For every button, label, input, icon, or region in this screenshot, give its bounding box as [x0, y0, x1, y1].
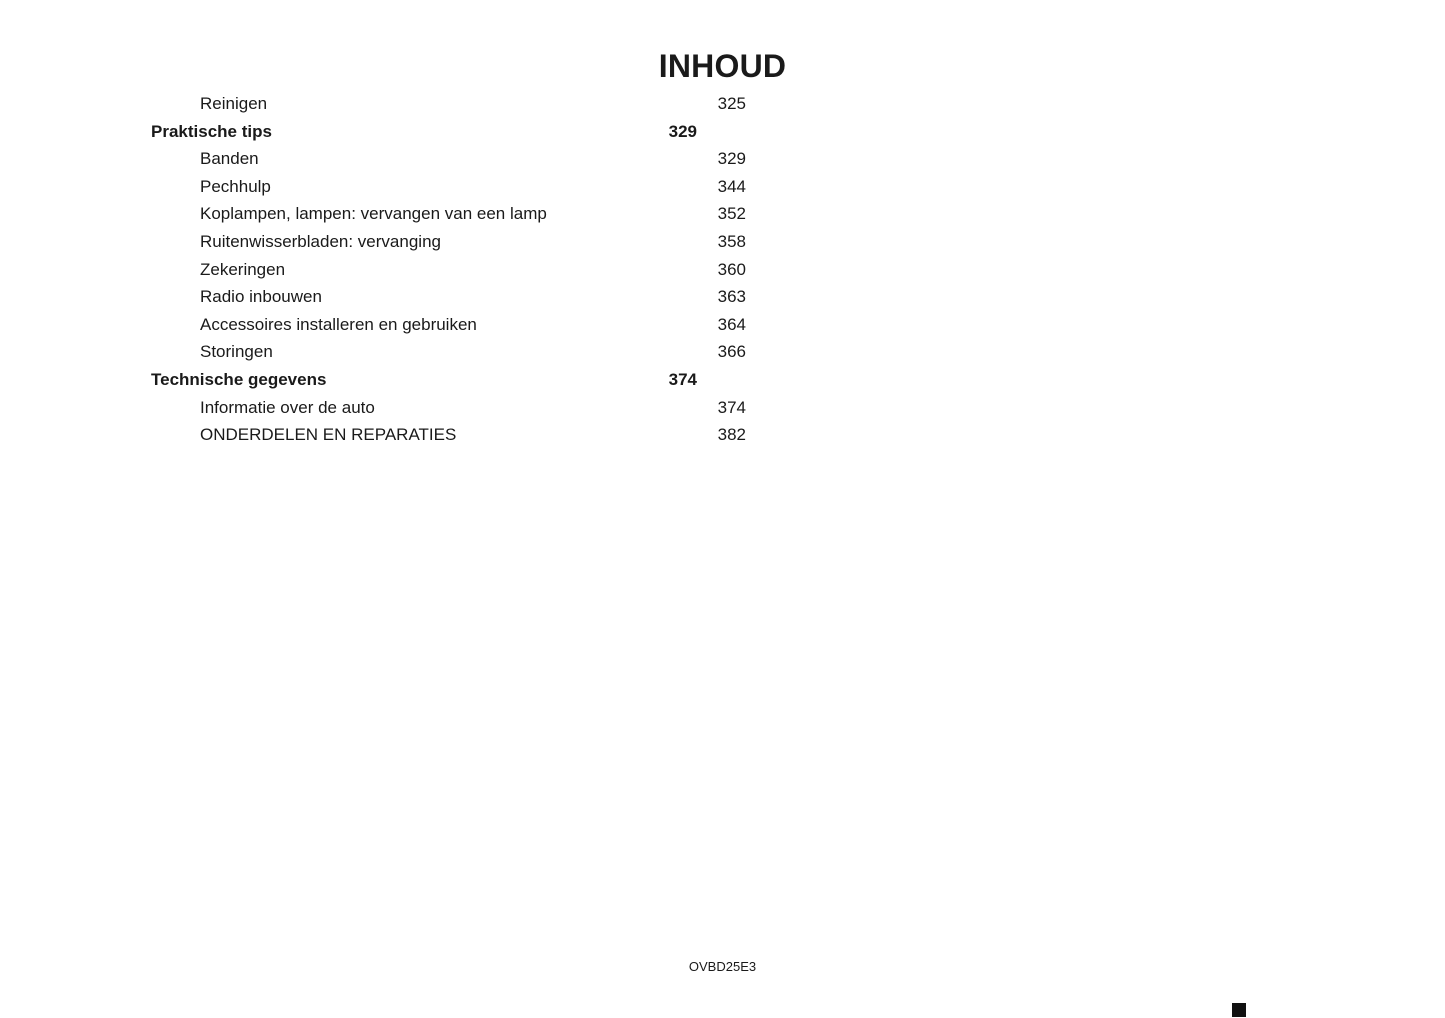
toc-dot-leader [327, 384, 657, 385]
toc-entry-label: Technische gegevens [151, 369, 327, 389]
page-title: INHOUD [658, 48, 787, 85]
toc-entry-page-number: 364 [717, 314, 746, 334]
toc-entry-label: Informatie over de auto [200, 397, 375, 417]
toc-entry[interactable] [151, 338, 746, 366]
toc-entry-page-number: 325 [717, 94, 746, 113]
toc-entry-page-number: 329 [668, 121, 697, 141]
toc-dot-leader [286, 274, 706, 275]
toc-entry[interactable] [151, 145, 746, 173]
toc-entry[interactable] [151, 90, 746, 118]
table-of-contents [151, 90, 746, 449]
toc-entry-page-number: 366 [717, 342, 746, 362]
toc-dot-leader [268, 108, 706, 109]
toc-dot-leader [323, 301, 706, 302]
toc-entry-label: Pechhulp [200, 176, 271, 196]
toc-entry-label: Storingen [200, 342, 273, 362]
toc-entry[interactable] [151, 311, 746, 339]
toc-entry-page-number: 329 [717, 149, 746, 169]
toc-dot-leader [274, 356, 706, 357]
toc-entry[interactable] [151, 200, 746, 228]
toc-entry-page-number: 344 [717, 176, 746, 196]
toc-dot-leader [272, 191, 706, 192]
toc-entry-page-number: 360 [717, 259, 746, 279]
toc-entry-label: Radio inbouwen [200, 287, 322, 307]
toc-dot-leader [260, 163, 706, 164]
toc-dot-leader [273, 136, 657, 137]
toc-entry[interactable] [151, 366, 697, 394]
toc-entry[interactable] [151, 421, 746, 449]
toc-dot-leader [457, 439, 706, 440]
toc-entry-page-number: 382 [717, 425, 746, 445]
toc-entry[interactable] [151, 283, 746, 311]
toc-entry-page-number: 352 [717, 204, 746, 224]
toc-entry[interactable] [151, 228, 746, 256]
toc-entry[interactable] [151, 394, 746, 422]
toc-entry[interactable] [151, 256, 746, 284]
toc-entry-label: Zekeringen [200, 259, 286, 279]
toc-entry-label: Koplampen, lampen: vervangen van een lamp [200, 204, 547, 224]
toc-dot-leader [376, 412, 706, 413]
corner-section-marker [1232, 1003, 1246, 1017]
toc-entry-label: Ruitenwisserbladen: vervanging [200, 231, 441, 251]
toc-entry-label: Accessoires installeren en gebruiken [200, 314, 477, 334]
toc-dot-leader [478, 329, 706, 330]
toc-entry-label: Banden [200, 149, 259, 169]
toc-dot-leader [442, 246, 706, 247]
toc-entry-page-number: 374 [668, 369, 697, 389]
toc-dot-leader [548, 218, 706, 219]
footer-document-code: OVBD25E3 [688, 959, 757, 974]
toc-entry-label: Reinigen [200, 94, 268, 113]
toc-entry-page-number: 374 [717, 397, 746, 417]
toc-entry-page-number: 358 [717, 231, 746, 251]
toc-entry-label: ONDERDELEN EN REPARATIES [200, 425, 457, 445]
toc-entry-page-number: 363 [717, 287, 746, 307]
toc-entry[interactable] [151, 173, 746, 201]
toc-entry[interactable] [151, 118, 697, 146]
toc-entry-label: Praktische tips [151, 121, 272, 141]
